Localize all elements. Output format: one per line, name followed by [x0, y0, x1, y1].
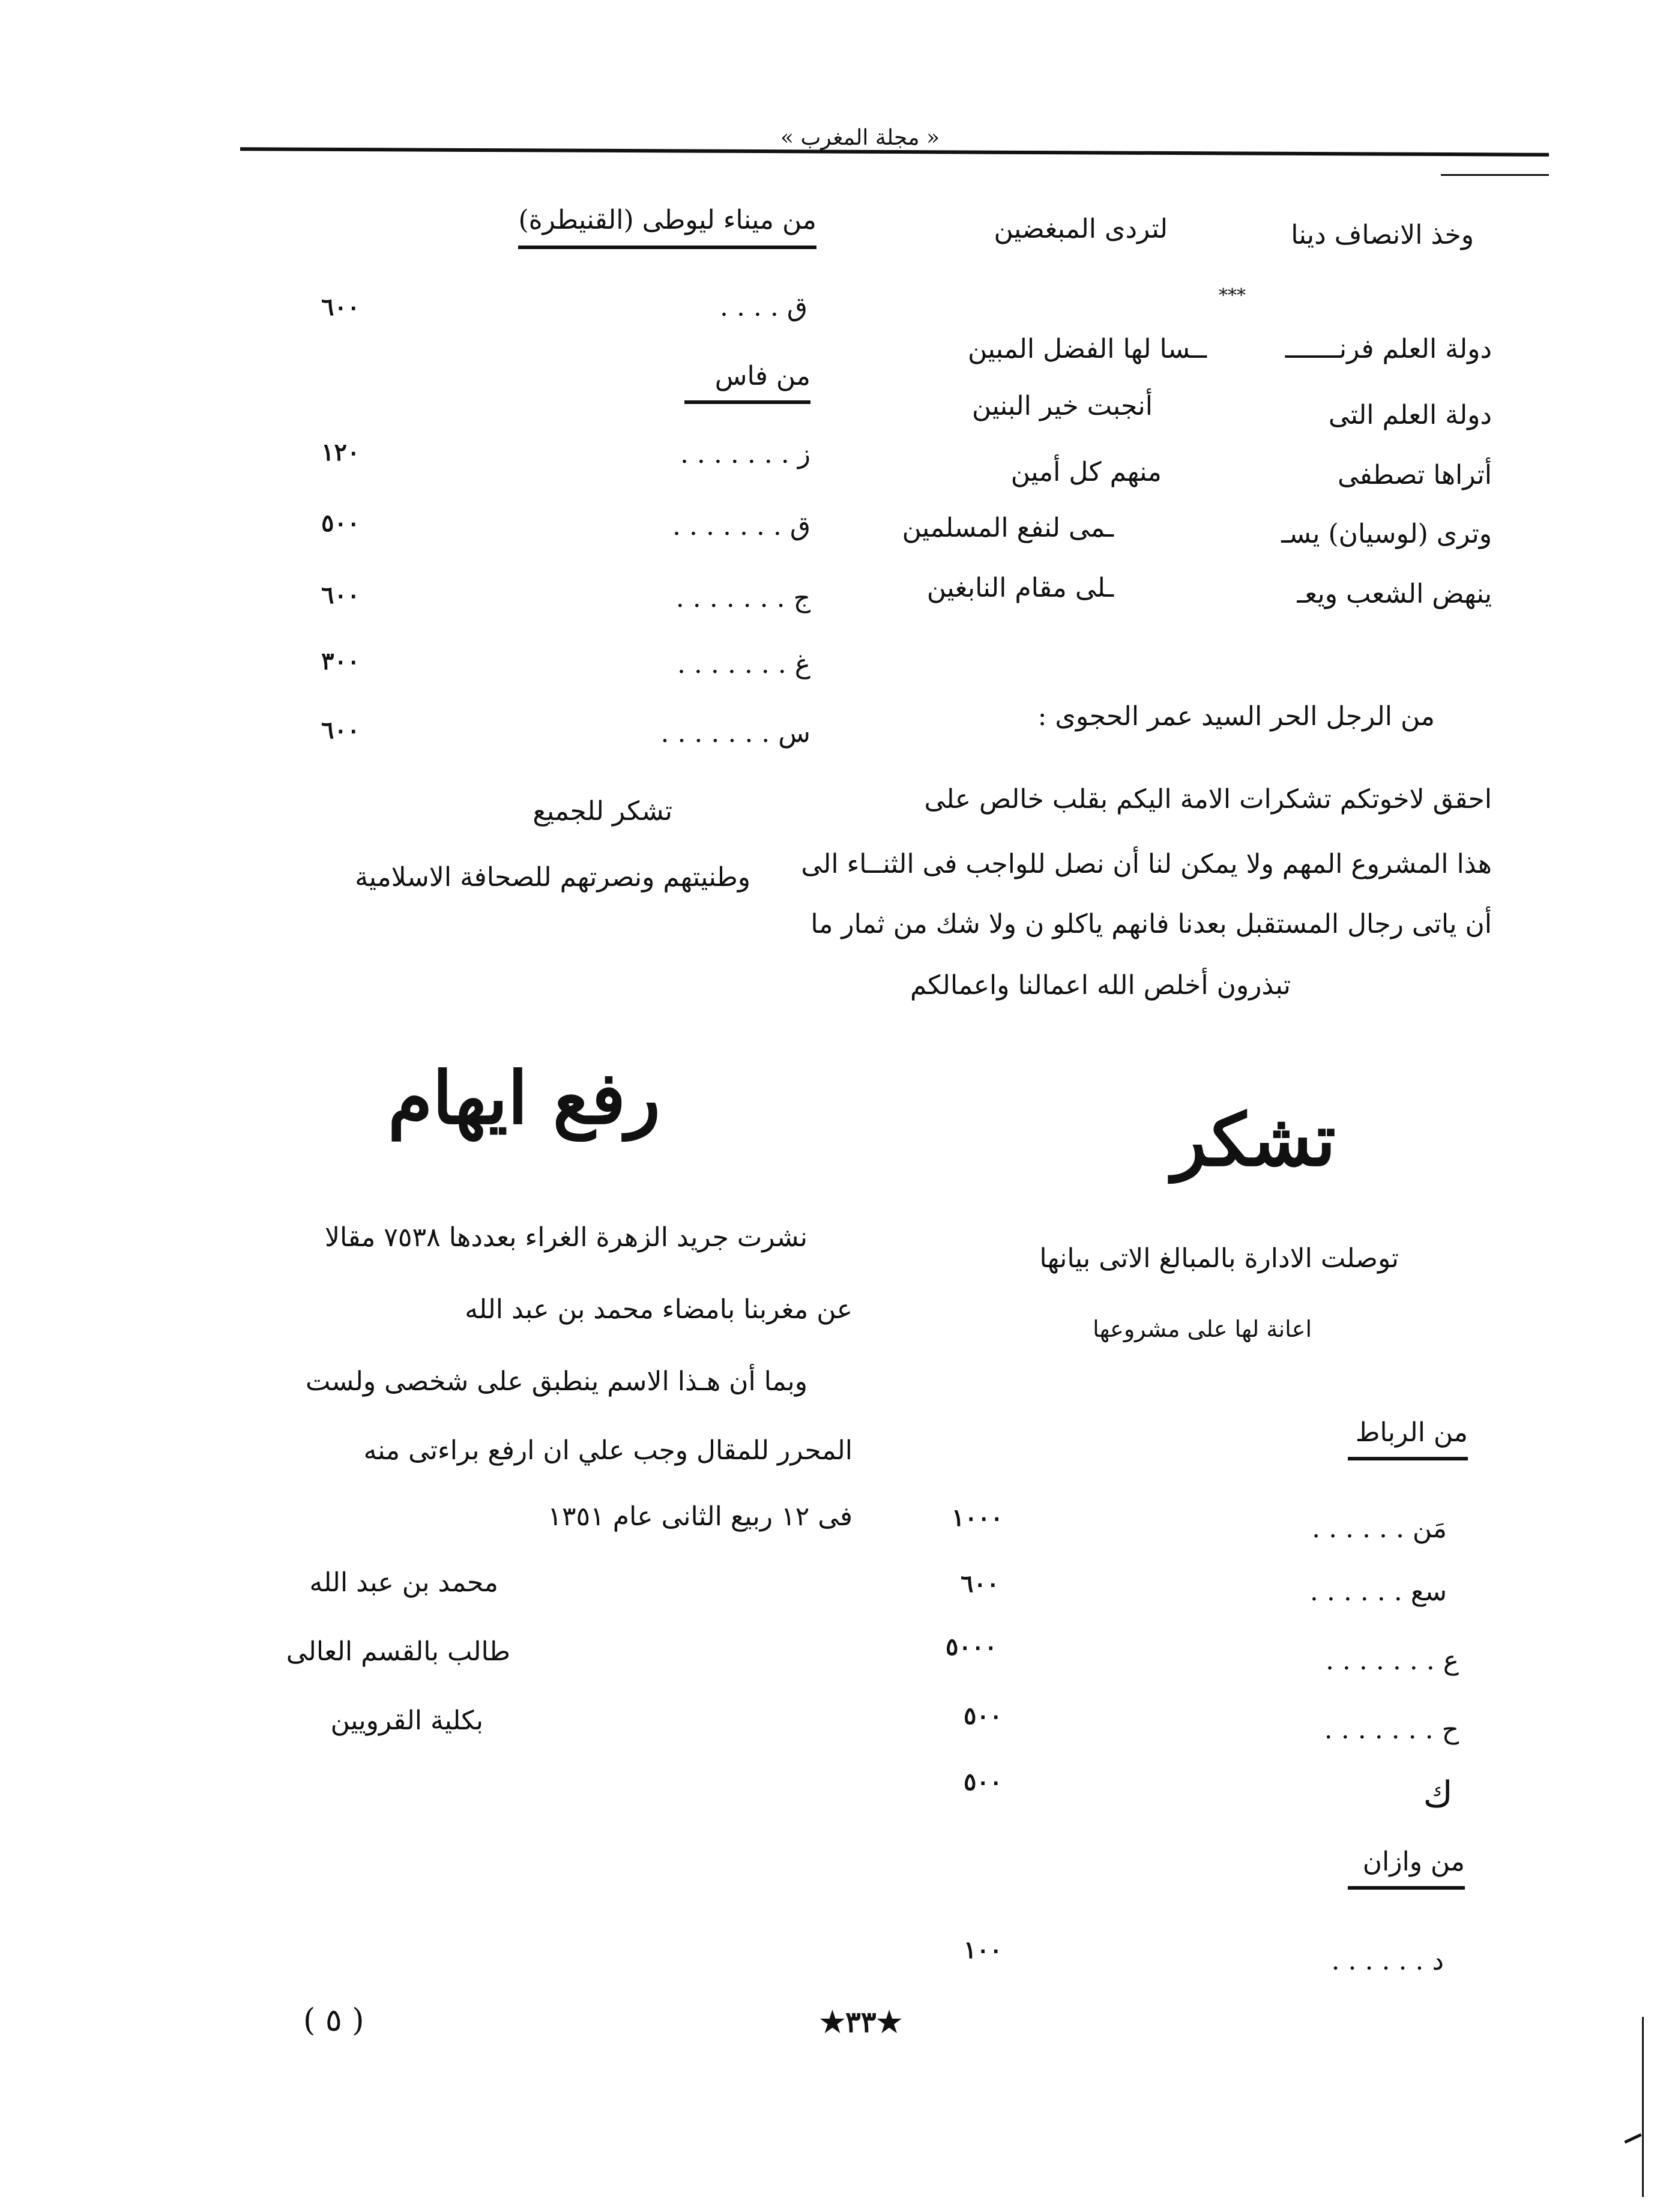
- poem-separator: ***: [1219, 285, 1246, 306]
- ouazzane-heading: من وازان: [1348, 1849, 1465, 1890]
- clarification-date: فى ١٢ ربيع الثانى عام ١٣٥١: [548, 1501, 853, 1532]
- rabat-row-name: ك: [1423, 1774, 1453, 1816]
- fes-row-name: ج . . . . . . .: [675, 583, 810, 613]
- poem-closing-right: وخذ الانصاف دينا: [1291, 220, 1474, 250]
- rabat-row-name: سع . . . . . .: [1309, 1576, 1447, 1607]
- thanks-intro-2: اعانة لها على مشروعها: [1093, 1316, 1312, 1342]
- thanks-all-line-2: وطنيتهم ونصرتهم للصحافة الاسلامية: [355, 862, 750, 893]
- hajoui-line-3: أن ياتى رجال المستقبل بعدنا فانهم ياكلو ن ولا شك من ثمار ما: [810, 909, 1492, 939]
- signature-institution: بكلية القرويين: [330, 1705, 483, 1736]
- poem-closing-left: لتردى المبغضين: [994, 214, 1168, 244]
- scan-edge-mark: [1624, 2133, 1641, 2144]
- rabat-row-amount: ٥٠٠: [964, 1768, 1003, 1796]
- poem-line-3-right: أتراها تصطفى: [1338, 460, 1492, 490]
- thanks-all-line-1: تشكر للجميع: [533, 796, 672, 827]
- thanks-intro-1: توصلت الادارة بالمبالغ الاتى بيانها: [1039, 1243, 1399, 1274]
- star-icon: ★: [819, 2006, 846, 2039]
- fes-row-name: ز . . . . . . .: [680, 439, 810, 469]
- rabat-row-amount: ٥٠٠٠: [946, 1633, 997, 1661]
- poem-line-2-left: أنجبت خير البنين: [971, 391, 1153, 421]
- poem-line-4-right: وترى (لوسيان) يسـ: [1281, 519, 1492, 549]
- signature-name: محمد بن عبد الله: [309, 1567, 498, 1598]
- scan-edge-line: [1642, 2017, 1644, 2197]
- star-icon: ★: [876, 2006, 902, 2039]
- rabat-row-amount: ١٠٠٠: [952, 1504, 1003, 1532]
- page-number-value: ٣٣: [845, 2006, 877, 2039]
- poem-line-4-left: ـمى لنفع المسلمين: [902, 513, 1114, 543]
- hajoui-line-2: هذا المشروع المهم ولا يمكن لنا أن نصل للواجب فى الثنــاء الى: [801, 849, 1492, 879]
- page-number: [819, 2008, 902, 2037]
- fes-row-amount: ٦٠٠: [321, 581, 360, 609]
- poem-line-2-right: دولة العلم التى: [1328, 400, 1492, 430]
- poem-line-5-left: ـلى مقام النابغين: [926, 573, 1114, 603]
- kenitra-heading: من ميناء ليوطى (القنيطرة): [518, 207, 816, 249]
- fes-heading: من فاس: [684, 363, 810, 404]
- hajoui-line-4: تبذرون أخلص الله اعمالنا واعمالكم: [910, 970, 1291, 1001]
- clarification-title: رفع ايهام: [388, 1056, 660, 1141]
- hajoui-heading: من الرجل الحر السيد عمر الحجوى :: [1037, 701, 1435, 732]
- poem-line-5-right: ينهض الشعب ويعـ: [1297, 579, 1492, 609]
- thanks-title: تشكر: [1172, 1098, 1336, 1183]
- kenitra-row-amount: ٦٠٠: [321, 293, 360, 321]
- kenitra-row-name: ق . . . .: [719, 292, 807, 322]
- fes-row-name: غ . . . . . . .: [677, 649, 810, 680]
- rabat-row-name: مَن . . . . . .: [1312, 1513, 1447, 1544]
- hajoui-line-1: احقق لاخوتكم تشكرات الامة اليكم بقلب خالص على: [924, 784, 1492, 815]
- poem-line-1-left: ــسا لها الفضل المبين: [968, 334, 1207, 364]
- clarification-line-1: نشرت جريد الزهرة الغراء بعددها ٧٥٣٨ مقالا: [324, 1222, 807, 1253]
- rabat-row-amount: ٦٠٠: [961, 1570, 1000, 1598]
- fes-row-amount: ٦٠٠: [321, 716, 360, 744]
- fes-row-amount: ٥٠٠: [321, 509, 360, 537]
- clarification-line-3: وبما أن هـذا الاسم ينطبق على شخصى ولست: [306, 1366, 807, 1397]
- fes-row-name: س . . . . . . .: [660, 718, 810, 749]
- signature-title: طالب بالقسم العالى: [286, 1636, 510, 1667]
- fes-row-amount: ١٢٠: [321, 438, 360, 466]
- ouazzane-row-name: د . . . . . .: [1331, 1945, 1444, 1976]
- ouazzane-row-amount: ١٠٠: [964, 1936, 1003, 1964]
- poem-line-3-left: منهم كل أمين: [1010, 457, 1162, 487]
- clarification-line-2: عن مغربنا بامضاء محمد بن عبد الله: [465, 1294, 853, 1325]
- rabat-row-name: ع . . . . . . .: [1325, 1645, 1459, 1676]
- poem-line-1-right: دولة العلم فرنـــــــ: [1285, 334, 1492, 364]
- fes-row-amount: ٣٠٠: [321, 647, 360, 675]
- rabat-row-name: ح . . . . . . .: [1324, 1714, 1459, 1745]
- rabat-row-amount: ٥٠٠: [964, 1702, 1003, 1730]
- header-rule-thin: [1441, 174, 1549, 176]
- issue-number: ( ٥ ): [303, 2003, 364, 2039]
- rabat-heading: من الرباط: [1348, 1420, 1468, 1460]
- journal-title: « مجلة المغرب »: [780, 125, 940, 150]
- fes-row-name: ق . . . . . . .: [672, 511, 810, 541]
- clarification-line-4: المحرر للمقال وجب علي ان ارفع براءتى منه: [363, 1435, 853, 1466]
